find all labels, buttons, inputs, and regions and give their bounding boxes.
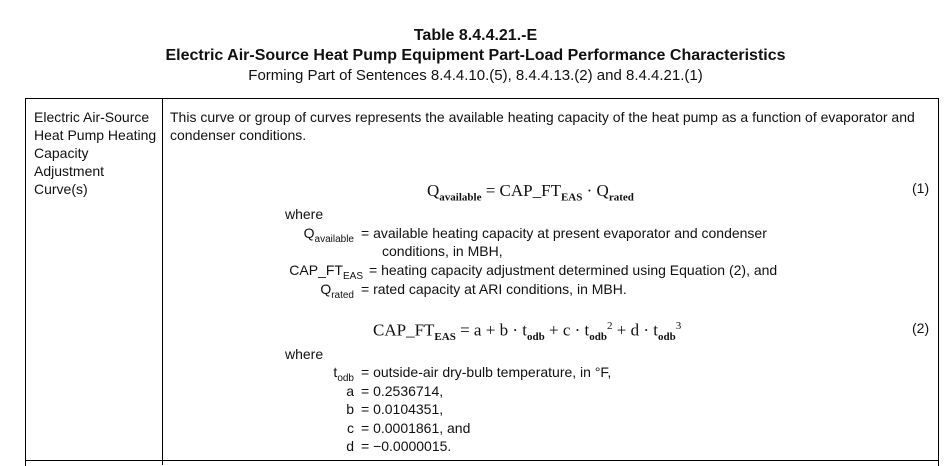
table-number: Table 8.4.4.21.-E bbox=[413, 27, 538, 44]
def2-text-c: = 0.0001861, and bbox=[361, 420, 471, 436]
def1-text-qavailable-cont: conditions, in MBH, bbox=[382, 243, 503, 259]
table-subtitle: Forming Part of Sentences 8.4.4.10.(5), 8.4.4.13.(2) and 8.4.4.21.(1) bbox=[248, 67, 703, 84]
def2-symbol-b: b bbox=[346, 401, 354, 417]
def2-text-d: = −0.0000015. bbox=[361, 438, 452, 454]
table-bottom-rule bbox=[25, 460, 939, 461]
eq1-lhs: Q bbox=[427, 181, 440, 200]
def1-symbol-qavailable: $Q_{available}$ bbox=[303, 225, 354, 245]
eq1-q: Q bbox=[596, 181, 609, 200]
eq1-lhs-sub: available bbox=[439, 191, 482, 204]
eq1-capft-sub: EAS bbox=[560, 191, 583, 204]
def1-text-qavailable: = available heating capacity at present evaporator and condenser bbox=[361, 225, 767, 241]
def2-symbol-c: c bbox=[347, 420, 354, 436]
equation-2-number: (2) bbox=[912, 320, 930, 336]
column-divider bbox=[162, 98, 163, 465]
def2-text-a: = 0.2536714, bbox=[361, 383, 444, 399]
where-1: where bbox=[285, 206, 324, 222]
row-description: This curve or group of curves represents the available heating capacity of the heat pump as a function of evaporator and condenser conditions. bbox=[170, 109, 915, 143]
table-title: Electric Air-Source Heat Pump Equipment Part-Load Performance Characteristics bbox=[165, 47, 786, 64]
equation-2: $CAP\_FT_{EAS} = a + b \cdot t_{odb} + c \cdot t_{odb}^2 + d \cdot t_{odb}^3$ bbox=[373, 320, 682, 344]
where-2: where bbox=[285, 346, 324, 362]
def2-symbol-d: d bbox=[346, 438, 354, 454]
equation-1-number: (1) bbox=[912, 180, 930, 196]
def2-text-todb: = outside-air dry-bulb temperature, in °F, bbox=[361, 364, 612, 380]
def2-symbol-todb: $t_{odb}$ bbox=[333, 364, 354, 384]
def2-symbol-a: a bbox=[346, 383, 354, 399]
row-label: Electric Air-Source Heat Pump Heating Capacity Adjustment Curve(s) bbox=[34, 109, 157, 197]
eq1-capft: CAP_FT bbox=[499, 181, 561, 200]
equation-1: $Q_{available}$ = $CAP\_FT_{EAS} \cdot Q_{rated}$ bbox=[427, 181, 634, 204]
def1-text-qrated: = rated capacity at ARI conditions, in MBH. bbox=[361, 281, 627, 297]
def2-text-b: = 0.0104351, bbox=[361, 401, 444, 417]
eq1-q-sub: rated bbox=[608, 191, 634, 204]
def1-text-capft: = heating capacity adjustment determined using Equation (2), and bbox=[369, 262, 778, 278]
def1-symbol-qrated: $Q_{rated}$ bbox=[320, 281, 354, 301]
def1-symbol-capft: $CAP\_FT_{EAS}$ bbox=[289, 262, 363, 282]
